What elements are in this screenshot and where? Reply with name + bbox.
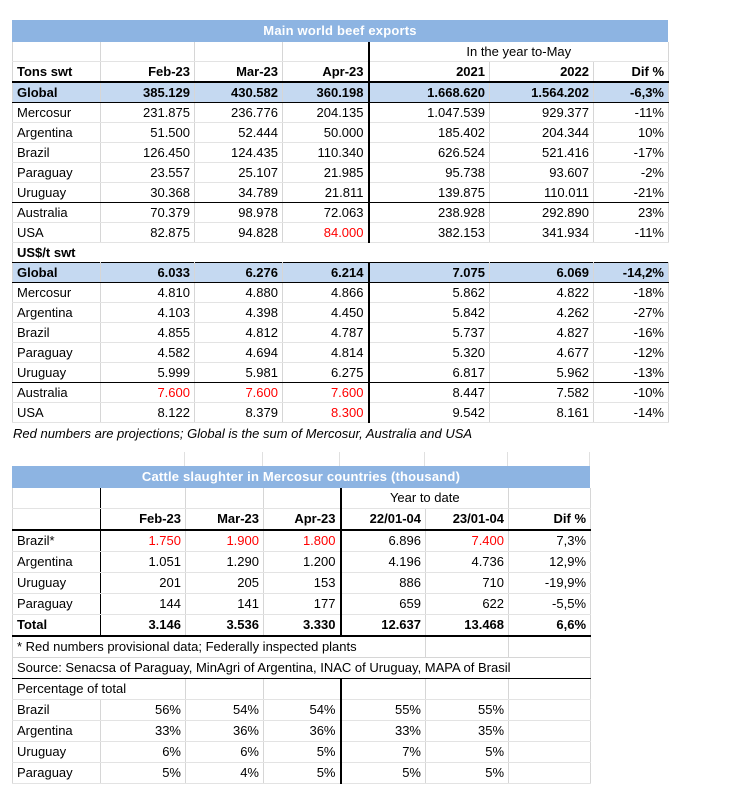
cell-value: 4.827: [490, 323, 594, 343]
row-label: Argentina: [13, 721, 101, 742]
cell-value: 1.800: [264, 530, 341, 552]
row-label: Brazil: [13, 143, 101, 163]
gridline-strip: [12, 452, 590, 466]
cell-value: 204.135: [283, 103, 369, 123]
cell-value: 7.400: [426, 530, 509, 552]
cell-value: 5.962: [490, 363, 594, 383]
cell-value: 201: [101, 573, 186, 594]
cell-value: 5%: [341, 763, 426, 784]
table-row: [13, 183, 669, 203]
table-row: [13, 530, 591, 552]
row-label: USA: [13, 403, 101, 423]
cell-value: 236.776: [195, 103, 283, 123]
empty-cell: [13, 488, 101, 509]
cell-value: 144: [101, 594, 186, 615]
cell-value: 4.822: [490, 283, 594, 303]
row-label: Global: [13, 263, 101, 283]
cell-value: 50.000: [283, 123, 369, 143]
cell-value: 126.450: [101, 143, 195, 163]
table-row: [13, 742, 591, 763]
cell-value: 5%: [101, 763, 186, 784]
column-header: Feb-23: [101, 509, 186, 531]
cell-value: 9.542: [369, 403, 490, 423]
empty-cell: [264, 488, 341, 509]
cell-value: 6,6%: [509, 615, 591, 637]
row-label: USA: [13, 223, 101, 243]
cell-value: 6.276: [195, 263, 283, 283]
cell-value: 4.582: [101, 343, 195, 363]
cell-value: 4.677: [490, 343, 594, 363]
cell-value: 4.814: [283, 343, 369, 363]
cell-value: 5%: [426, 742, 509, 763]
footnote-row: [13, 636, 591, 658]
cell-value: 1.047.539: [369, 103, 490, 123]
cell-value: 6%: [186, 742, 264, 763]
cattle-slaughter-section: [12, 452, 590, 784]
cell-value: 30.368: [101, 183, 195, 203]
cell-value: [509, 700, 591, 721]
cell-value: 5.320: [369, 343, 490, 363]
footnote-row: [13, 658, 591, 679]
cell-value: 6.069: [490, 263, 594, 283]
pct-section-label: Percentage of total: [13, 679, 186, 700]
cell-value: 5.737: [369, 323, 490, 343]
empty-cell: [264, 679, 341, 700]
table-row: [13, 383, 669, 403]
cell-value: 110.011: [490, 183, 594, 203]
column-header: 2021: [369, 62, 490, 83]
cell-value: 659: [341, 594, 426, 615]
cell-value: 6.817: [369, 363, 490, 383]
cell-value: 205: [186, 573, 264, 594]
cell-value: -5,5%: [509, 594, 591, 615]
cell-value: [509, 763, 591, 784]
cell-value: -10%: [594, 383, 669, 403]
cell-value: 4.787: [283, 323, 369, 343]
cell-value: 7.600: [195, 383, 283, 403]
table-title: Main world beef exports: [12, 20, 668, 42]
cell-value: -6,3%: [594, 82, 669, 103]
column-header: Mar-23: [195, 62, 283, 83]
cell-value: 929.377: [490, 103, 594, 123]
table-row: [13, 615, 591, 637]
cell-value: -21%: [594, 183, 669, 203]
column-header: Apr-23: [283, 62, 369, 83]
cell-value: 12,9%: [509, 552, 591, 573]
column-header-row: [13, 62, 669, 83]
table-row: [13, 243, 669, 263]
cell-value: -2%: [594, 163, 669, 183]
table-row: [13, 763, 591, 784]
cell-value: 4.103: [101, 303, 195, 323]
column-header: Dif %: [594, 62, 669, 83]
empty-cell: [186, 679, 264, 700]
row-label: Paraguay: [13, 343, 101, 363]
cell-value: 382.153: [369, 223, 490, 243]
cell-value: -18%: [594, 283, 669, 303]
cell-value: 1.668.620: [369, 82, 490, 103]
pct-header-row: [13, 679, 591, 700]
cell-value: [509, 721, 591, 742]
year-span-header: Year to date: [341, 488, 509, 509]
cell-value: 6.275: [283, 363, 369, 383]
row-label: Australia: [13, 203, 101, 223]
cell-value: 341.934: [490, 223, 594, 243]
cell-value: 70.379: [101, 203, 195, 223]
cell-value: 23%: [594, 203, 669, 223]
table-row: [13, 263, 669, 283]
cell-value: 7%: [341, 742, 426, 763]
cell-value: 1.051: [101, 552, 186, 573]
cell-value: 98.978: [195, 203, 283, 223]
cell-value: 8.300: [283, 403, 369, 423]
beef-exports-table: [12, 42, 669, 423]
table-row: [13, 203, 669, 223]
cell-value: 238.928: [369, 203, 490, 223]
cell-value: 13.468: [426, 615, 509, 637]
cell-value: 6.896: [341, 530, 426, 552]
table-row: [13, 223, 669, 243]
empty-cell: [283, 42, 369, 62]
row-label: Paraguay: [13, 163, 101, 183]
row-label: Brazil*: [13, 530, 101, 552]
cell-value: 7.600: [101, 383, 195, 403]
cell-value: 6.033: [101, 263, 195, 283]
cell-value: 93.607: [490, 163, 594, 183]
column-header: Dif %: [509, 509, 591, 531]
column-header: Mar-23: [186, 509, 264, 531]
row-label: Brazil: [13, 323, 101, 343]
cell-value: [509, 742, 591, 763]
column-header: Apr-23: [264, 509, 341, 531]
cell-value: 36%: [186, 721, 264, 742]
cell-value: -11%: [594, 103, 669, 123]
empty-cell: [509, 636, 591, 658]
cell-value: 4.855: [101, 323, 195, 343]
cell-value: 5%: [264, 763, 341, 784]
cell-value: 385.129: [101, 82, 195, 103]
cell-value: 292.890: [490, 203, 594, 223]
cell-value: 82.875: [101, 223, 195, 243]
cell-value: 110.340: [283, 143, 369, 163]
cell-value: 4.196: [341, 552, 426, 573]
cell-value: -16%: [594, 323, 669, 343]
cell-value: -13%: [594, 363, 669, 383]
row-label: Uruguay: [13, 183, 101, 203]
table-row: [13, 103, 669, 123]
cell-value: 54%: [186, 700, 264, 721]
cell-value: 54%: [264, 700, 341, 721]
column-header: [13, 509, 101, 531]
cell-value: 124.435: [195, 143, 283, 163]
table-row: [13, 721, 591, 742]
table-row: [13, 143, 669, 163]
cell-value: 55%: [341, 700, 426, 721]
cell-value: 622: [426, 594, 509, 615]
cell-value: 8.447: [369, 383, 490, 403]
cattle-slaughter-table: [12, 488, 591, 784]
row-label: Argentina: [13, 123, 101, 143]
cell-value: -12%: [594, 343, 669, 363]
cell-value: -14%: [594, 403, 669, 423]
cell-value: 95.738: [369, 163, 490, 183]
cell-value: 139.875: [369, 183, 490, 203]
cell-value: 51.500: [101, 123, 195, 143]
span-header-row: [13, 42, 669, 62]
cell-value: 204.344: [490, 123, 594, 143]
cell-value: -11%: [594, 223, 669, 243]
cell-value: 8.379: [195, 403, 283, 423]
empty-cell: [13, 42, 101, 62]
cell-value: -19,9%: [509, 573, 591, 594]
cell-value: 5%: [264, 742, 341, 763]
cell-value: 7.582: [490, 383, 594, 403]
cell-value: 5.862: [369, 283, 490, 303]
cell-value: 3.536: [186, 615, 264, 637]
row-label: Paraguay: [13, 763, 101, 784]
cell-value: 25.107: [195, 163, 283, 183]
cell-value: 4.736: [426, 552, 509, 573]
cell-value: 4.450: [283, 303, 369, 323]
cell-value: 4.262: [490, 303, 594, 323]
cell-value: 8.161: [490, 403, 594, 423]
cell-value: 23.557: [101, 163, 195, 183]
cell-value: 4.694: [195, 343, 283, 363]
cell-value: 4.810: [101, 283, 195, 303]
cell-value: 1.900: [186, 530, 264, 552]
cell-value: 5.981: [195, 363, 283, 383]
cell-value: 430.582: [195, 82, 283, 103]
row-label: Argentina: [13, 303, 101, 323]
cell-value: 6.214: [283, 263, 369, 283]
year-span-header: In the year to-May: [369, 42, 669, 62]
cell-value: 886: [341, 573, 426, 594]
cell-value: 52.444: [195, 123, 283, 143]
empty-cell: [186, 488, 264, 509]
cell-value: 177: [264, 594, 341, 615]
empty-cell: [426, 636, 509, 658]
cell-value: 360.198: [283, 82, 369, 103]
table-row: [13, 323, 669, 343]
column-header: Tons swt: [13, 62, 101, 83]
table-row: [13, 403, 669, 423]
projections-note: Red numbers are projections; Global is the sum of Mercosur, Australia and USA: [13, 426, 473, 441]
table-title: Cattle slaughter in Mercosur countries (thousand): [12, 466, 590, 488]
footnote-source: Source: Senacsa of Paraguay, MinAgri of Argentina, INAC of Uruguay, MAPA of Brasil: [13, 658, 591, 679]
cell-value: 21.985: [283, 163, 369, 183]
row-label: Argentina: [13, 552, 101, 573]
column-header: 2022: [490, 62, 594, 83]
cell-value: 34.789: [195, 183, 283, 203]
row-label: Mercosur: [13, 283, 101, 303]
cell-value: 55%: [426, 700, 509, 721]
empty-cell: [509, 488, 591, 509]
row-label: Mercosur: [13, 103, 101, 123]
empty-cell: [101, 488, 186, 509]
table-row: [13, 163, 669, 183]
empty-cell: [101, 42, 195, 62]
cell-value: 3.146: [101, 615, 186, 637]
cell-value: 231.875: [101, 103, 195, 123]
cell-value: 6%: [101, 742, 186, 763]
row-label: Paraguay: [13, 594, 101, 615]
table-row: [13, 82, 669, 103]
cell-value: 5.999: [101, 363, 195, 383]
row-label: Total: [13, 615, 101, 637]
cell-value: 33%: [341, 721, 426, 742]
cell-value: 1.200: [264, 552, 341, 573]
cell-value: 33%: [101, 721, 186, 742]
beef-exports-section: [12, 20, 668, 442]
row-label: Uruguay: [13, 742, 101, 763]
cell-value: 1.564.202: [490, 82, 594, 103]
cell-value: 5%: [426, 763, 509, 784]
section-label: US$/t swt: [13, 243, 669, 263]
row-label: Uruguay: [13, 573, 101, 594]
cell-value: 21.811: [283, 183, 369, 203]
footnote: * Red numbers provisional data; Federally inspected plants: [13, 636, 426, 658]
cell-value: 1.290: [186, 552, 264, 573]
cell-value: 7.075: [369, 263, 490, 283]
table-row: [13, 573, 591, 594]
table-row: [13, 343, 669, 363]
cell-value: 4.398: [195, 303, 283, 323]
column-header: 23/01-04: [426, 509, 509, 531]
cell-value: 94.828: [195, 223, 283, 243]
cell-value: -14,2%: [594, 263, 669, 283]
table-row: [13, 303, 669, 323]
cell-value: 185.402: [369, 123, 490, 143]
table-row: [13, 363, 669, 383]
cell-value: 710: [426, 573, 509, 594]
cell-value: 3.330: [264, 615, 341, 637]
table-row: [13, 123, 669, 143]
empty-cell: [195, 42, 283, 62]
column-header: 22/01-04: [341, 509, 426, 531]
cell-value: -17%: [594, 143, 669, 163]
table-row: [13, 283, 669, 303]
row-label: Brazil: [13, 700, 101, 721]
cell-value: 84.000: [283, 223, 369, 243]
cell-value: 7,3%: [509, 530, 591, 552]
cell-value: 56%: [101, 700, 186, 721]
cell-value: 4.866: [283, 283, 369, 303]
row-label: Australia: [13, 383, 101, 403]
cell-value: 8.122: [101, 403, 195, 423]
cell-value: 521.416: [490, 143, 594, 163]
span-header-row: [13, 488, 591, 509]
cell-value: 10%: [594, 123, 669, 143]
row-label: Uruguay: [13, 363, 101, 383]
cell-value: 4%: [186, 763, 264, 784]
empty-cell: [509, 679, 591, 700]
cell-value: 5.842: [369, 303, 490, 323]
cell-value: 1.750: [101, 530, 186, 552]
cell-value: -27%: [594, 303, 669, 323]
cell-value: 153: [264, 573, 341, 594]
table-row: [13, 594, 591, 615]
empty-cell: [426, 679, 509, 700]
cell-value: 4.880: [195, 283, 283, 303]
cell-value: 7.600: [283, 383, 369, 403]
table-row: [13, 552, 591, 573]
cell-value: 36%: [264, 721, 341, 742]
column-header-row: [13, 509, 591, 531]
empty-cell: [341, 679, 426, 700]
column-header: Feb-23: [101, 62, 195, 83]
table-row: [13, 700, 591, 721]
row-label: Global: [13, 82, 101, 103]
cell-value: 4.812: [195, 323, 283, 343]
cell-value: 12.637: [341, 615, 426, 637]
cell-value: 626.524: [369, 143, 490, 163]
cell-value: 72.063: [283, 203, 369, 223]
cell-value: 141: [186, 594, 264, 615]
cell-value: 35%: [426, 721, 509, 742]
